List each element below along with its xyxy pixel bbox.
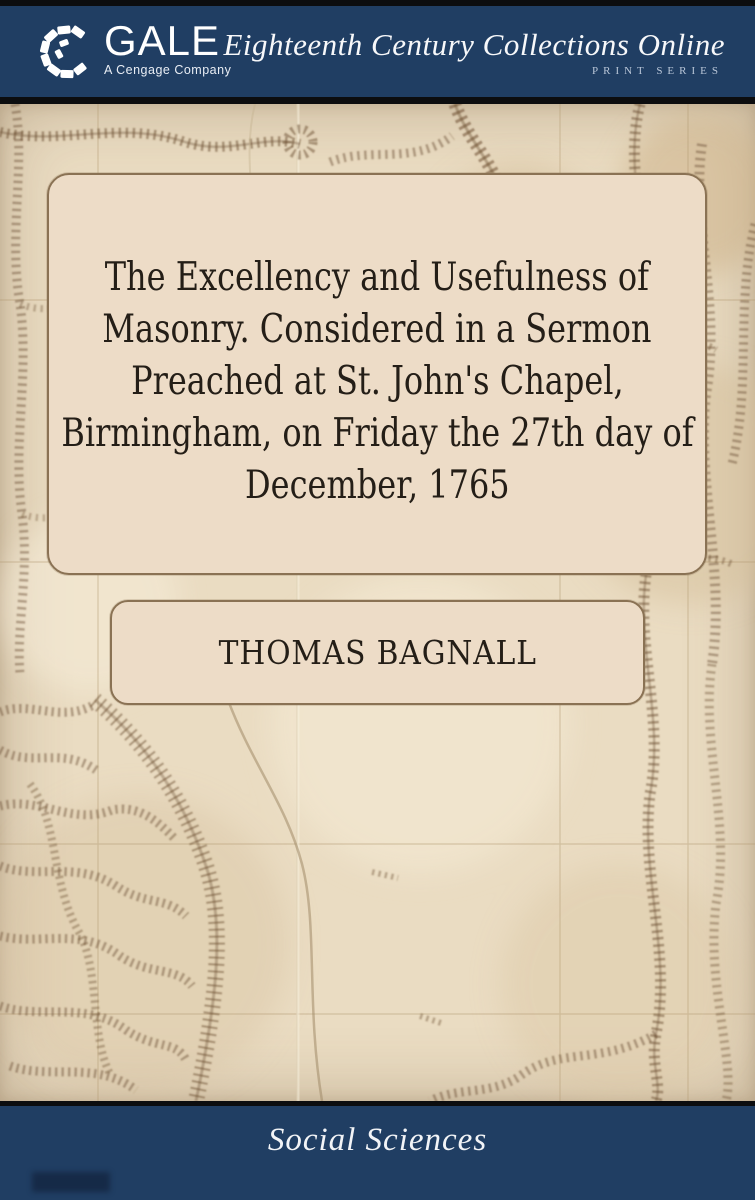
header-band: [0, 6, 755, 104]
faint-print-code: [32, 1172, 110, 1192]
title-line: Birmingham, on Friday the 27th day of: [60, 411, 694, 456]
series-block: [224, 28, 726, 77]
author-name: THOMAS BAGNALL: [218, 633, 537, 672]
gale-logo: [38, 17, 232, 81]
author-panel: [110, 600, 645, 705]
title-line: Preached at St. John's Chapel,: [130, 359, 624, 404]
title-line: December, 1765: [244, 463, 510, 508]
title-line: The Excellency and Usefulness of: [104, 255, 650, 300]
gale-tagline: A Cengage Company: [104, 63, 232, 77]
footer-band: [0, 1101, 755, 1200]
title-panel: [47, 173, 707, 575]
gale-swirl-icon: [38, 23, 94, 81]
subject-category: Social Sciences: [267, 1122, 488, 1158]
series-title: Eighteenth Century Collections Online: [223, 27, 725, 62]
title-line: Masonry. Considered in a Sermon: [102, 307, 652, 352]
series-subtitle: PRINT SERIES: [591, 65, 723, 77]
map-background: [0, 104, 755, 1101]
gale-wordmark: GALE: [104, 17, 221, 64]
